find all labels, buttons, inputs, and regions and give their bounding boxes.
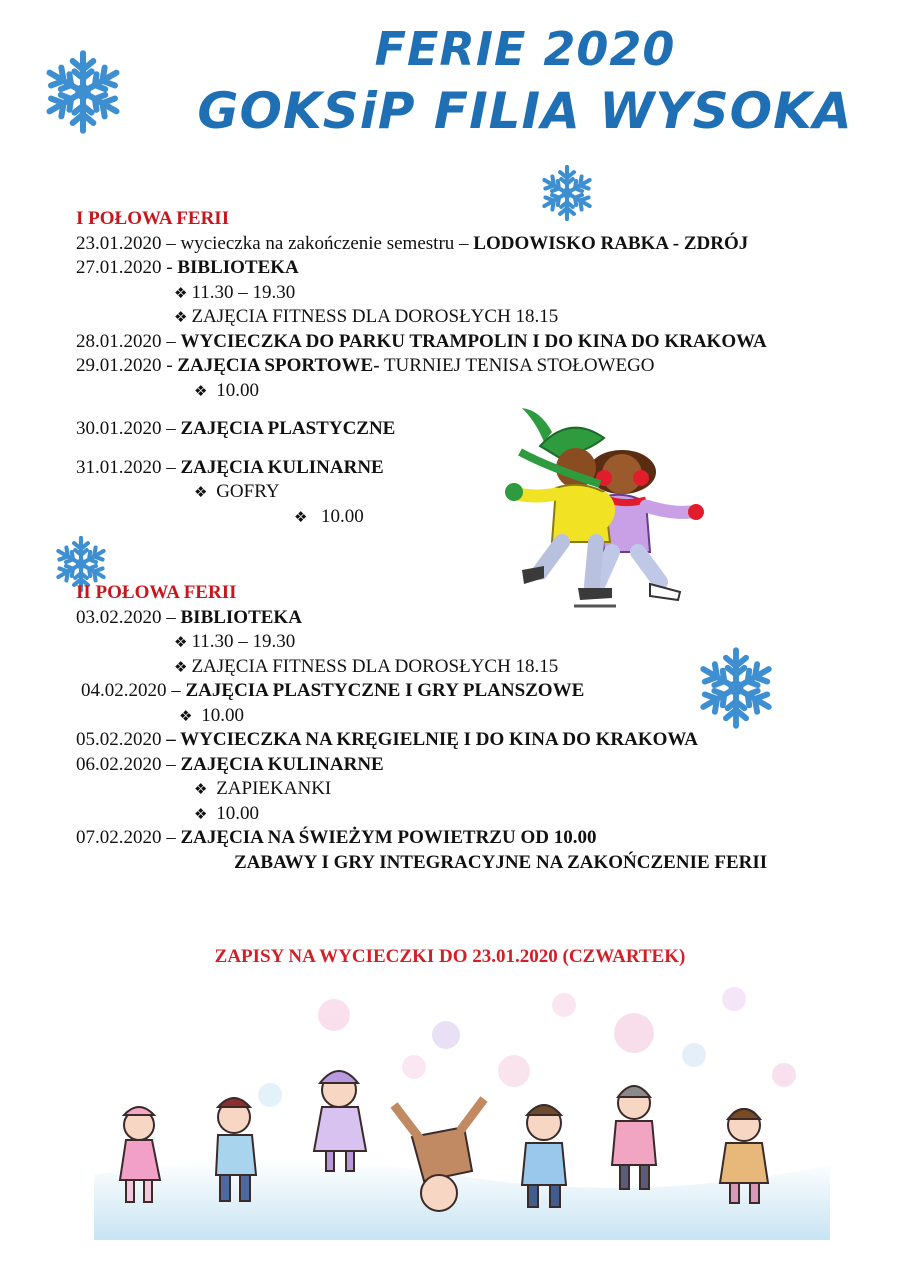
entry-date: 31.01.2020: [76, 456, 162, 478]
entry-separator: –: [161, 606, 181, 628]
schedule-entry: [76, 753, 876, 778]
schedule: [76, 207, 876, 875]
entry-separator: -: [161, 355, 178, 376]
entry-separator: –: [161, 753, 181, 775]
entry-activity: ZAJĘCIA KULINARNE: [180, 456, 384, 478]
diamond-bullet-icon: ❖: [174, 633, 188, 651]
diamond-bullet-icon: ❖: [194, 780, 208, 798]
bullet-item: [76, 802, 876, 827]
diamond-bullet-icon: ❖: [194, 381, 208, 400]
entry-separator: –: [161, 827, 181, 848]
entry-continuation: ZABAWY I GRY INTEGRACYJNE NA ZAKOŃCZENIE FERII: [234, 851, 768, 873]
bullet-text: 11.30 – 19.30: [191, 631, 296, 652]
diamond-bullet-icon: ❖: [294, 507, 308, 526]
diamond-bullet-icon: ❖: [194, 483, 208, 501]
bullet-text: 10.00: [320, 505, 364, 527]
entry-activity: ZAJĘCIA SPORTOWE-: [177, 355, 380, 376]
entry-date: 28.01.2020: [76, 330, 162, 352]
entry-date: 30.01.2020: [76, 418, 162, 439]
entry-activity: BIBLIOTEKA: [180, 606, 302, 628]
diamond-bullet-icon: ❖: [174, 283, 188, 302]
schedule-entry: [76, 256, 876, 281]
entry-date: 27.01.2020: [76, 257, 162, 278]
bullet-item: [76, 480, 876, 505]
snowflake-icon: [40, 44, 126, 140]
entry-date: 23.01.2020: [76, 232, 162, 254]
entry-extra: TURNIEJ TENISA STOŁOWEGO: [379, 355, 655, 376]
bullet-item: [76, 630, 876, 655]
entry-activity: BIBLIOTEKA: [177, 257, 299, 278]
entry-description: – wycieczka na zakończenie semestru –: [161, 232, 474, 254]
schedule-entry: [76, 232, 876, 257]
bullet-text: 10.00: [201, 704, 244, 726]
bullet-text: 11.30 – 19.30: [191, 281, 296, 303]
entry-separator: –: [166, 680, 186, 701]
winter-kids-illustration: [94, 975, 830, 1240]
signup-notice: ZAPISY NA WYCIECZKI DO 23.01.2020 (CZWARTEK): [214, 946, 686, 967]
schedule-entry: [76, 826, 876, 851]
entry-separator: –: [161, 456, 181, 478]
schedule-entry: [76, 417, 876, 442]
entry-activity: ZAJĘCIA NA ŚWIEŻYM POWIETRZU OD 10.00: [180, 827, 597, 848]
bullet-item: [76, 655, 876, 680]
bullet-item: [76, 379, 876, 404]
bullet-text: 10.00: [216, 802, 259, 824]
schedule-entry: [76, 330, 876, 355]
schedule-entry: [76, 679, 876, 704]
entry-date: 07.02.2020: [76, 827, 162, 848]
first-half-header: I POŁOWA FERII: [76, 208, 230, 229]
bullet-item: [76, 704, 876, 729]
schedule-entry: [76, 456, 876, 481]
schedule-entry: [76, 728, 876, 753]
entry-date: 05.02.2020: [76, 729, 162, 750]
entry-date: 03.02.2020: [76, 606, 162, 628]
entry-activity: WYCIECZKA NA KRĘGIELNIĘ I DO KINA DO KRAKOWA: [180, 729, 699, 750]
diamond-bullet-icon: ❖: [194, 804, 208, 823]
entry-separator: –: [161, 729, 181, 750]
diamond-bullet-icon: ❖: [179, 706, 193, 725]
bullet-text: ZAJĘCIA FITNESS DLA DOROSŁYCH 18.15: [191, 306, 559, 327]
entry-place: LODOWISKO RABKA - ZDRÓJ: [473, 232, 749, 254]
diamond-bullet-icon: ❖: [174, 657, 188, 676]
bullet-text: ZAPIEKANKI: [216, 778, 332, 799]
schedule-entry: [76, 606, 876, 631]
bullet-item: [76, 505, 876, 530]
bullet-text: ZAJĘCIA FITNESS DLA DOROSŁYCH 18.15: [191, 655, 559, 677]
entry-activity: ZAJĘCIA PLASTYCZNE: [180, 418, 396, 439]
bullet-item: [76, 305, 876, 330]
bullet-item: [76, 281, 876, 306]
entry-activity: ZAJĘCIA KULINARNE: [180, 753, 384, 775]
second-half-header: II POŁOWA FERII: [76, 582, 237, 603]
entry-date: 04.02.2020: [81, 680, 167, 701]
bullet-text: GOFRY: [216, 481, 280, 502]
bullet-item: [76, 777, 876, 802]
title-line-1: FERIE 2020: [374, 22, 676, 76]
entry-separator: –: [161, 418, 181, 439]
entry-activity: ZAJĘCIA PLASTYCZNE I GRY PLANSZOWE: [185, 680, 585, 701]
entry-separator: -: [161, 257, 178, 278]
entry-date: 06.02.2020: [76, 753, 162, 775]
entry-activity: WYCIECZKA DO PARKU TRAMPOLIN I DO KINA DO KRAKOWA: [180, 330, 767, 352]
title-line-2: GOKSiP FILIA WYSOKA: [197, 82, 853, 140]
skating-kids-illustration: [500, 402, 720, 617]
entry-date: 29.01.2020: [76, 355, 162, 376]
entry-separator: –: [161, 330, 181, 352]
diamond-bullet-icon: ❖: [174, 308, 188, 326]
bullet-text: 10.00: [216, 379, 259, 401]
schedule-entry: [76, 354, 876, 379]
